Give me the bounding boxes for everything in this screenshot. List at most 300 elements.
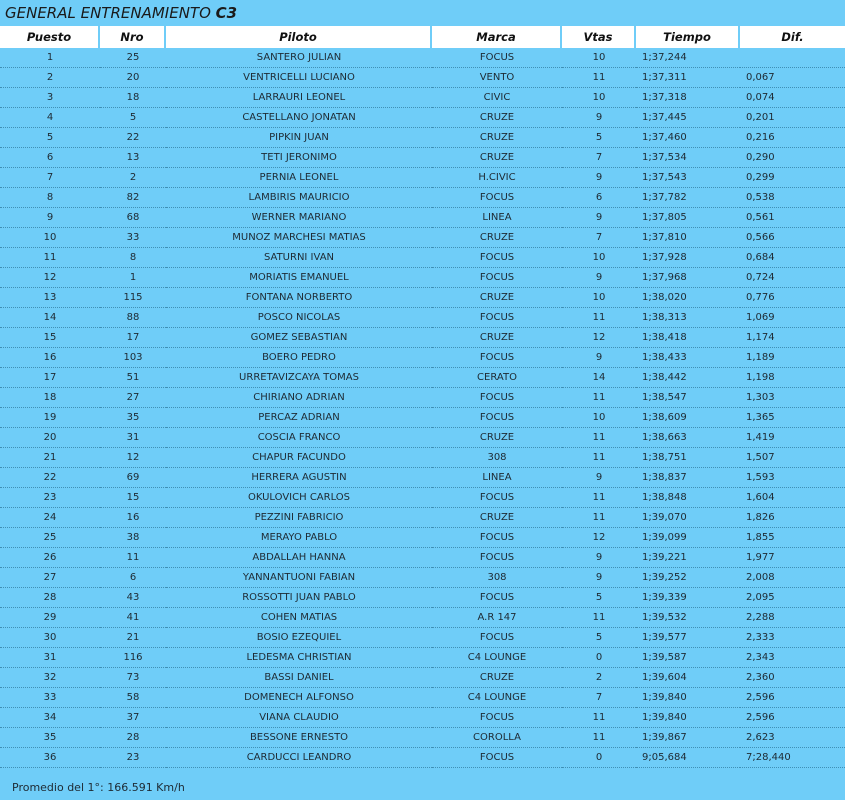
cell-tiempo: 1;38,418	[636, 328, 740, 348]
cell-dif: 1,826	[740, 508, 845, 528]
cell-vtas: 5	[562, 588, 636, 608]
cell-tiempo: 1;37,534	[636, 148, 740, 168]
cell-tiempo: 1;38,313	[636, 308, 740, 328]
cell-tiempo: 1;39,840	[636, 708, 740, 728]
title-prefix: GENERAL ENTRENAMIENTO	[5, 4, 211, 22]
cell-tiempo: 9;05,684	[636, 748, 740, 768]
cell-marca: FOCUS	[432, 268, 562, 288]
cell-nro: 18	[100, 88, 166, 108]
cell-vtas: 10	[562, 248, 636, 268]
cell-dif: 2,008	[740, 568, 845, 588]
cell-marca: 308	[432, 568, 562, 588]
table-row	[0, 648, 845, 668]
table-row	[0, 228, 845, 248]
cell-piloto: BESSONE ERNESTO	[166, 728, 432, 748]
cell-dif: 0,566	[740, 228, 845, 248]
table-row	[0, 668, 845, 688]
cell-piloto: CARDUCCI LEANDRO	[166, 748, 432, 768]
cell-vtas: 10	[562, 48, 636, 68]
cell-marca: FOCUS	[432, 408, 562, 428]
table-row	[0, 88, 845, 108]
cell-nro: 68	[100, 208, 166, 228]
cell-vtas: 9	[562, 348, 636, 368]
cell-dif	[740, 48, 845, 68]
cell-piloto: DOMENECH ALFONSO	[166, 688, 432, 708]
cell-marca: FOCUS	[432, 48, 562, 68]
cell-nro: 13	[100, 148, 166, 168]
cell-piloto: CASTELLANO JONATAN	[166, 108, 432, 128]
table-row	[0, 68, 845, 88]
cell-tiempo: 1;39,221	[636, 548, 740, 568]
cell-vtas: 11	[562, 448, 636, 468]
cell-tiempo: 1;39,577	[636, 628, 740, 648]
column-header-vtas[interactable]: Vtas	[562, 26, 636, 48]
cell-vtas: 9	[562, 548, 636, 568]
cell-marca: LINEA	[432, 468, 562, 488]
cell-piloto: MORIATIS EMANUEL	[166, 268, 432, 288]
cell-tiempo: 1;39,070	[636, 508, 740, 528]
cell-tiempo: 1;38,848	[636, 488, 740, 508]
table-row	[0, 208, 845, 228]
cell-piloto: WERNER MARIANO	[166, 208, 432, 228]
cell-piloto: URRETAVIZCAYA TOMAS	[166, 368, 432, 388]
cell-marca: FOCUS	[432, 708, 562, 728]
cell-puesto: 28	[0, 588, 100, 608]
cell-puesto: 18	[0, 388, 100, 408]
cell-piloto: LEDESMA CHRISTIAN	[166, 648, 432, 668]
cell-tiempo: 1;38,609	[636, 408, 740, 428]
cell-nro: 28	[100, 728, 166, 748]
cell-nro: 38	[100, 528, 166, 548]
cell-dif: 1,507	[740, 448, 845, 468]
table-row	[0, 508, 845, 528]
cell-tiempo: 1;39,099	[636, 528, 740, 548]
cell-puesto: 17	[0, 368, 100, 388]
cell-vtas: 6	[562, 188, 636, 208]
cell-dif: 0,538	[740, 188, 845, 208]
cell-vtas: 12	[562, 528, 636, 548]
cell-nro: 1	[100, 268, 166, 288]
cell-nro: 51	[100, 368, 166, 388]
cell-piloto: PEZZINI FABRICIO	[166, 508, 432, 528]
cell-nro: 88	[100, 308, 166, 328]
cell-vtas: 7	[562, 228, 636, 248]
cell-vtas: 11	[562, 708, 636, 728]
table-row	[0, 688, 845, 708]
cell-dif: 0,776	[740, 288, 845, 308]
cell-puesto: 26	[0, 548, 100, 568]
table-row	[0, 728, 845, 748]
cell-vtas: 9	[562, 208, 636, 228]
cell-dif: 7;28,440	[740, 748, 845, 768]
table-row	[0, 468, 845, 488]
cell-nro: 33	[100, 228, 166, 248]
table-row	[0, 408, 845, 428]
cell-puesto: 1	[0, 48, 100, 68]
cell-puesto: 27	[0, 568, 100, 588]
cell-puesto: 25	[0, 528, 100, 548]
cell-puesto: 6	[0, 148, 100, 168]
column-header-puesto[interactable]: Puesto	[0, 26, 100, 48]
cell-nro: 69	[100, 468, 166, 488]
cell-dif: 2,343	[740, 648, 845, 668]
cell-tiempo: 1;39,604	[636, 668, 740, 688]
cell-dif: 0,299	[740, 168, 845, 188]
cell-nro: 17	[100, 328, 166, 348]
column-header-piloto[interactable]: Piloto	[166, 26, 432, 48]
cell-nro: 12	[100, 448, 166, 468]
table-row	[0, 588, 845, 608]
cell-marca: CRUZE	[432, 108, 562, 128]
cell-nro: 37	[100, 708, 166, 728]
cell-nro: 25	[100, 48, 166, 68]
cell-dif: 0,290	[740, 148, 845, 168]
cell-tiempo: 1;39,840	[636, 688, 740, 708]
cell-nro: 22	[100, 128, 166, 148]
cell-piloto: COHEN MATIAS	[166, 608, 432, 628]
cell-dif: 1,593	[740, 468, 845, 488]
table-row	[0, 168, 845, 188]
cell-tiempo: 1;37,805	[636, 208, 740, 228]
cell-nro: 58	[100, 688, 166, 708]
cell-piloto: LAMBIRIS MAURICIO	[166, 188, 432, 208]
cell-tiempo: 1;37,543	[636, 168, 740, 188]
table-row	[0, 308, 845, 328]
cell-puesto: 2	[0, 68, 100, 88]
cell-marca: FOCUS	[432, 628, 562, 648]
cell-puesto: 30	[0, 628, 100, 648]
cell-marca: FOCUS	[432, 588, 562, 608]
cell-puesto: 33	[0, 688, 100, 708]
cell-puesto: 35	[0, 728, 100, 748]
cell-marca: CRUZE	[432, 428, 562, 448]
table-row	[0, 388, 845, 408]
cell-nro: 15	[100, 488, 166, 508]
cell-dif: 1,198	[740, 368, 845, 388]
cell-vtas: 11	[562, 508, 636, 528]
cell-vtas: 10	[562, 88, 636, 108]
cell-vtas: 7	[562, 688, 636, 708]
cell-marca: FOCUS	[432, 748, 562, 768]
cell-dif: 0,561	[740, 208, 845, 228]
cell-piloto: CHIRIANO ADRIAN	[166, 388, 432, 408]
cell-puesto: 3	[0, 88, 100, 108]
table-row	[0, 608, 845, 628]
cell-dif: 1,977	[740, 548, 845, 568]
cell-marca: FOCUS	[432, 548, 562, 568]
cell-marca: FOCUS	[432, 488, 562, 508]
cell-dif: 1,189	[740, 348, 845, 368]
cell-piloto: PIPKIN JUAN	[166, 128, 432, 148]
cell-tiempo: 1;38,751	[636, 448, 740, 468]
cell-dif: 2,623	[740, 728, 845, 748]
cell-nro: 2	[100, 168, 166, 188]
cell-marca: CRUZE	[432, 228, 562, 248]
cell-dif: 2,288	[740, 608, 845, 628]
cell-tiempo: 1;39,339	[636, 588, 740, 608]
cell-piloto: MUNOZ MARCHESI MATIAS	[166, 228, 432, 248]
cell-vtas: 2	[562, 668, 636, 688]
cell-vtas: 7	[562, 148, 636, 168]
cell-dif: 0,074	[740, 88, 845, 108]
cell-vtas: 11	[562, 308, 636, 328]
cell-vtas: 11	[562, 488, 636, 508]
cell-nro: 21	[100, 628, 166, 648]
cell-vtas: 5	[562, 628, 636, 648]
cell-nro: 116	[100, 648, 166, 668]
cell-vtas: 11	[562, 388, 636, 408]
cell-puesto: 20	[0, 428, 100, 448]
table-row	[0, 128, 845, 148]
cell-piloto: VIANA CLAUDIO	[166, 708, 432, 728]
cell-tiempo: 1;38,442	[636, 368, 740, 388]
cell-dif: 0,216	[740, 128, 845, 148]
cell-tiempo: 1;37,445	[636, 108, 740, 128]
cell-tiempo: 1;39,532	[636, 608, 740, 628]
cell-nro: 23	[100, 748, 166, 768]
cell-marca: CRUZE	[432, 508, 562, 528]
cell-tiempo: 1;37,928	[636, 248, 740, 268]
cell-piloto: POSCO NICOLAS	[166, 308, 432, 328]
cell-vtas: 10	[562, 408, 636, 428]
cell-dif: 0,724	[740, 268, 845, 288]
cell-puesto: 16	[0, 348, 100, 368]
cell-vtas: 11	[562, 728, 636, 748]
cell-piloto: VENTRICELLI LUCIANO	[166, 68, 432, 88]
cell-puesto: 32	[0, 668, 100, 688]
cell-tiempo: 1;38,663	[636, 428, 740, 448]
cell-puesto: 34	[0, 708, 100, 728]
cell-puesto: 15	[0, 328, 100, 348]
cell-nro: 41	[100, 608, 166, 628]
cell-puesto: 24	[0, 508, 100, 528]
cell-dif: 2,596	[740, 688, 845, 708]
table-row	[0, 748, 845, 768]
cell-vtas: 0	[562, 648, 636, 668]
cell-dif: 0,684	[740, 248, 845, 268]
cell-marca: CRUZE	[432, 148, 562, 168]
cell-marca: C4 LOUNGE	[432, 648, 562, 668]
cell-tiempo: 1;37,311	[636, 68, 740, 88]
cell-vtas: 14	[562, 368, 636, 388]
cell-vtas: 11	[562, 68, 636, 88]
cell-nro: 31	[100, 428, 166, 448]
cell-tiempo: 1;37,318	[636, 88, 740, 108]
cell-piloto: ABDALLAH HANNA	[166, 548, 432, 568]
cell-puesto: 13	[0, 288, 100, 308]
cell-dif: 1,174	[740, 328, 845, 348]
table-row	[0, 528, 845, 548]
table-row	[0, 148, 845, 168]
cell-tiempo: 1;39,867	[636, 728, 740, 748]
cell-piloto: HERRERA AGUSTIN	[166, 468, 432, 488]
cell-piloto: ROSSOTTI JUAN PABLO	[166, 588, 432, 608]
cell-nro: 103	[100, 348, 166, 368]
page-title	[0, 0, 845, 26]
cell-tiempo: 1;38,837	[636, 468, 740, 488]
cell-puesto: 12	[0, 268, 100, 288]
table-row	[0, 568, 845, 588]
table-row	[0, 328, 845, 348]
cell-piloto: PERNIA LEONEL	[166, 168, 432, 188]
table-row	[0, 108, 845, 128]
cell-tiempo: 1;38,020	[636, 288, 740, 308]
cell-marca: H.CIVIC	[432, 168, 562, 188]
cell-piloto: PERCAZ ADRIAN	[166, 408, 432, 428]
cell-dif: 1,365	[740, 408, 845, 428]
cell-vtas: 0	[562, 748, 636, 768]
cell-piloto: LARRAURI LEONEL	[166, 88, 432, 108]
cell-dif: 1,069	[740, 308, 845, 328]
cell-nro: 20	[100, 68, 166, 88]
table-row	[0, 248, 845, 268]
table-row	[0, 48, 845, 68]
cell-tiempo: 1;37,782	[636, 188, 740, 208]
cell-vtas: 5	[562, 128, 636, 148]
cell-piloto: BOSIO EZEQUIEL	[166, 628, 432, 648]
column-header-marca[interactable]: Marca	[432, 26, 562, 48]
cell-vtas: 9	[562, 568, 636, 588]
cell-tiempo: 1;37,810	[636, 228, 740, 248]
cell-marca: C4 LOUNGE	[432, 688, 562, 708]
cell-nro: 16	[100, 508, 166, 528]
cell-tiempo: 1;37,460	[636, 128, 740, 148]
cell-vtas: 9	[562, 268, 636, 288]
cell-piloto: CHAPUR FACUNDO	[166, 448, 432, 468]
cell-puesto: 22	[0, 468, 100, 488]
table-row	[0, 188, 845, 208]
cell-puesto: 11	[0, 248, 100, 268]
cell-nro: 73	[100, 668, 166, 688]
cell-nro: 8	[100, 248, 166, 268]
cell-puesto: 7	[0, 168, 100, 188]
cell-marca: CRUZE	[432, 288, 562, 308]
cell-marca: COROLLA	[432, 728, 562, 748]
cell-piloto: BASSI DANIEL	[166, 668, 432, 688]
cell-marca: FOCUS	[432, 188, 562, 208]
table-row	[0, 488, 845, 508]
cell-puesto: 36	[0, 748, 100, 768]
cell-marca: FOCUS	[432, 308, 562, 328]
cell-marca: FOCUS	[432, 528, 562, 548]
cell-marca: VENTO	[432, 68, 562, 88]
cell-marca: CRUZE	[432, 128, 562, 148]
cell-nro: 43	[100, 588, 166, 608]
table-body	[0, 48, 845, 768]
cell-puesto: 21	[0, 448, 100, 468]
cell-piloto: YANNANTUONI FABIAN	[166, 568, 432, 588]
column-header-tiempo[interactable]: Tiempo	[636, 26, 740, 48]
table-row	[0, 628, 845, 648]
cell-marca: A.R 147	[432, 608, 562, 628]
cell-nro: 11	[100, 548, 166, 568]
cell-puesto: 31	[0, 648, 100, 668]
cell-piloto: MERAYO PABLO	[166, 528, 432, 548]
cell-nro: 35	[100, 408, 166, 428]
cell-dif: 2,095	[740, 588, 845, 608]
cell-vtas: 9	[562, 168, 636, 188]
cell-piloto: BOERO PEDRO	[166, 348, 432, 368]
cell-marca: CRUZE	[432, 668, 562, 688]
cell-marca: CRUZE	[432, 328, 562, 348]
cell-nro: 27	[100, 388, 166, 408]
cell-marca: CERATO	[432, 368, 562, 388]
cell-dif: 1,419	[740, 428, 845, 448]
column-header-dif[interactable]: Dif.	[740, 26, 845, 48]
cell-tiempo: 1;39,252	[636, 568, 740, 588]
cell-dif: 1,855	[740, 528, 845, 548]
cell-tiempo: 1;39,587	[636, 648, 740, 668]
cell-marca: LINEA	[432, 208, 562, 228]
cell-piloto: SANTERO JULIAN	[166, 48, 432, 68]
cell-vtas: 11	[562, 608, 636, 628]
cell-tiempo: 1;38,433	[636, 348, 740, 368]
table-row	[0, 368, 845, 388]
table-row	[0, 548, 845, 568]
cell-puesto: 29	[0, 608, 100, 628]
table-row	[0, 268, 845, 288]
cell-nro: 6	[100, 568, 166, 588]
average-speed-footer: Promedio del 1°: 166.591 Km/h	[12, 781, 185, 794]
cell-piloto: COSCIA FRANCO	[166, 428, 432, 448]
cell-marca: CIVIC	[432, 88, 562, 108]
cell-dif: 2,360	[740, 668, 845, 688]
cell-dif: 0,067	[740, 68, 845, 88]
table-row	[0, 288, 845, 308]
column-header-nro[interactable]: Nro	[100, 26, 166, 48]
cell-nro: 82	[100, 188, 166, 208]
cell-marca: 308	[432, 448, 562, 468]
cell-tiempo: 1;38,547	[636, 388, 740, 408]
table-row	[0, 348, 845, 368]
cell-vtas: 9	[562, 468, 636, 488]
table-header-row	[0, 26, 845, 48]
cell-dif: 0,201	[740, 108, 845, 128]
cell-vtas: 10	[562, 288, 636, 308]
table-row	[0, 708, 845, 728]
cell-puesto: 19	[0, 408, 100, 428]
cell-dif: 2,596	[740, 708, 845, 728]
cell-marca: FOCUS	[432, 348, 562, 368]
cell-puesto: 8	[0, 188, 100, 208]
table-row	[0, 428, 845, 448]
table-row	[0, 448, 845, 468]
cell-puesto: 9	[0, 208, 100, 228]
cell-piloto: SATURNI IVAN	[166, 248, 432, 268]
cell-piloto: FONTANA NORBERTO	[166, 288, 432, 308]
cell-nro: 5	[100, 108, 166, 128]
cell-tiempo: 1;37,968	[636, 268, 740, 288]
results-table	[0, 26, 845, 768]
title-category: C3	[215, 4, 238, 22]
cell-tiempo: 1;37,244	[636, 48, 740, 68]
cell-dif: 1,303	[740, 388, 845, 408]
cell-puesto: 23	[0, 488, 100, 508]
cell-nro: 115	[100, 288, 166, 308]
cell-vtas: 9	[562, 108, 636, 128]
cell-piloto: GOMEZ SEBASTIAN	[166, 328, 432, 348]
cell-puesto: 10	[0, 228, 100, 248]
cell-piloto: OKULOVICH CARLOS	[166, 488, 432, 508]
cell-puesto: 4	[0, 108, 100, 128]
cell-puesto: 5	[0, 128, 100, 148]
cell-dif: 2,333	[740, 628, 845, 648]
cell-dif: 1,604	[740, 488, 845, 508]
cell-puesto: 14	[0, 308, 100, 328]
cell-vtas: 12	[562, 328, 636, 348]
cell-piloto: TETI JERONIMO	[166, 148, 432, 168]
cell-vtas: 11	[562, 428, 636, 448]
